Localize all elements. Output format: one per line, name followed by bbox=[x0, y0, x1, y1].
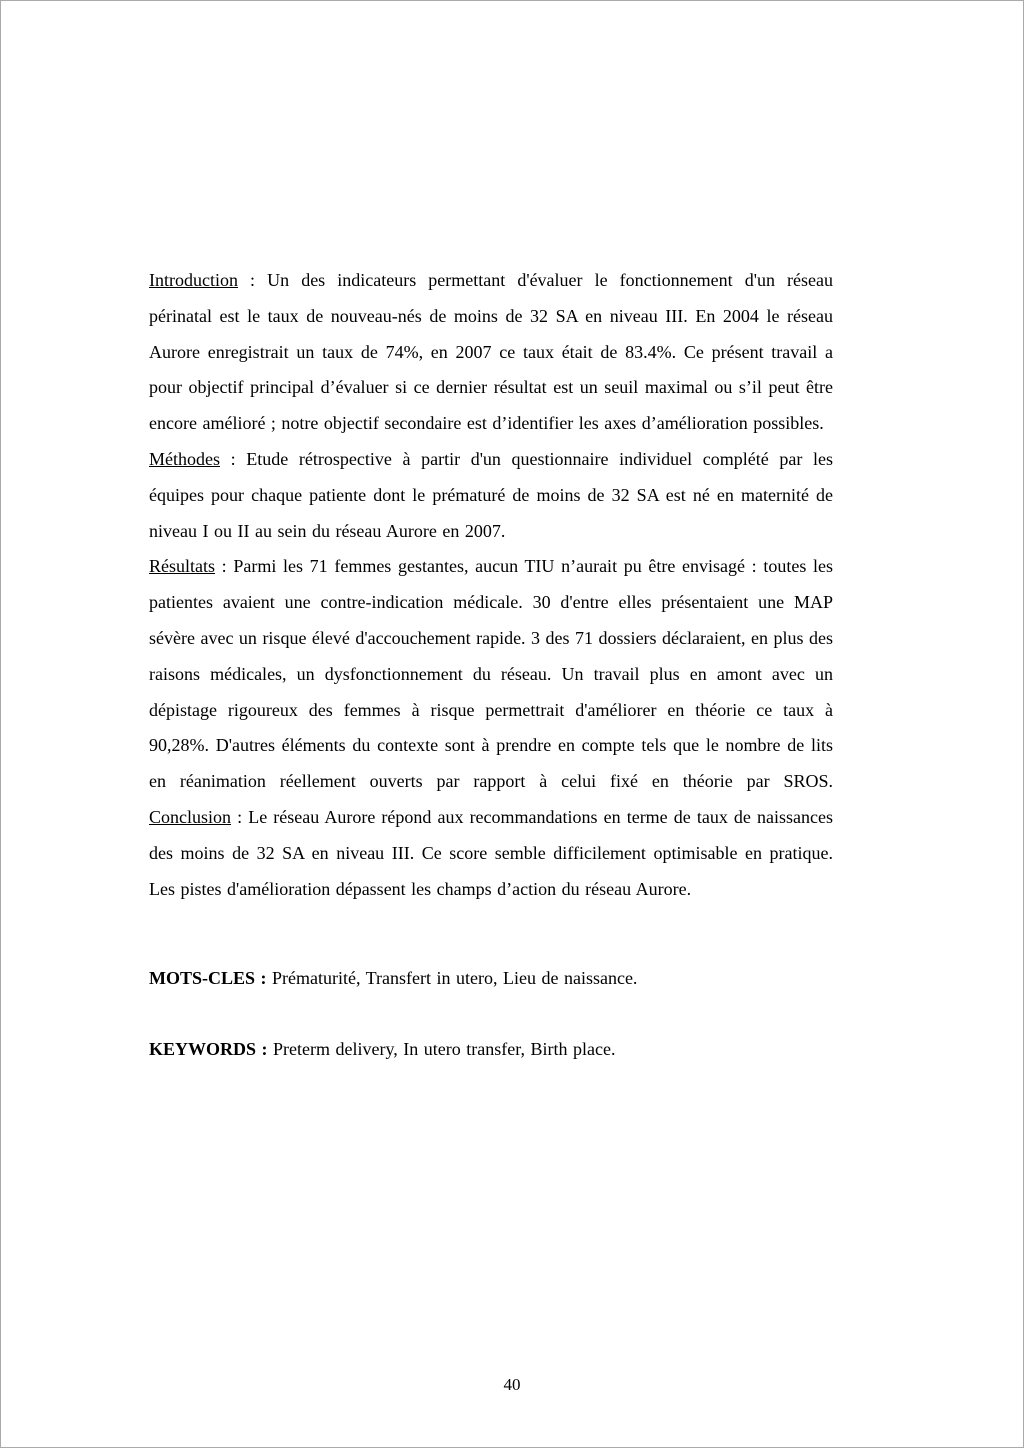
keywords-text: Preterm delivery, In utero transfer, Birth place. bbox=[273, 1039, 616, 1060]
keywords-line bbox=[149, 1032, 833, 1068]
section-methodes-text: Etude rétrospective à partir d'un questionnaire individuel complété par les équipes pour chaque patiente dont le prématuré de moins de 32 SA est né en maternité de niveau I ou II au sein du réseau Aurore en 2007. bbox=[149, 448, 833, 541]
section-introduction-separator: : bbox=[237, 270, 268, 290]
section-resultats bbox=[149, 549, 833, 800]
abstract-body bbox=[149, 263, 833, 1068]
page-number: 40 bbox=[503, 1375, 521, 1394]
section-conclusion-separator: : bbox=[231, 806, 249, 827]
section-resultats-text: Parmi les 71 femmes gestantes, aucun TIU n’aurait pu être envisagé : toutes les patientes avaient une contre-indication médicale. 30 d'entre elles présentaient une MAP sévère avec un risque élevé d'accouchement rapide. 3 des 71 dossiers déclaraient, en plus des raisons médicales, un dysfonctionnement du réseau. Un travail plus en amont avec un dépistage rigoureux des femmes à risque permettrait d'améliorer en théorie ce taux à 90,28%. D'autres éléments du contexte sont à prendre en compte tels que le nombre de lits en réanimation réellement ouverts par rapport à celui fixé en théorie par SROS. bbox=[149, 556, 833, 792]
mots-cles-line bbox=[149, 961, 833, 997]
section-conclusion bbox=[149, 800, 833, 907]
section-resultats-separator: : bbox=[215, 556, 234, 577]
section-introduction-label: Introduction bbox=[149, 270, 238, 290]
section-resultats-label: Résultats bbox=[149, 556, 215, 577]
mots-cles-text: Prématurité, Transfert in utero, Lieu de naissance. bbox=[272, 968, 638, 989]
section-conclusion-text: Le réseau Aurore répond aux recommandations en terme de taux de naissances des moins de 32 SA en niveau III. Ce score semble difficilement optimisable en pratique. Les pistes d'amélioration dépassent les champs d’action du réseau Aurore. bbox=[149, 806, 833, 899]
section-methodes-separator: : bbox=[220, 448, 247, 469]
section-methodes-label: Méthodes bbox=[149, 448, 220, 469]
section-introduction bbox=[149, 263, 833, 442]
section-conclusion-label: Conclusion bbox=[149, 806, 232, 827]
section-methodes bbox=[149, 442, 833, 549]
section-introduction-text: Un des indicateurs permettant d'évaluer le fonctionnement d'un réseau périnatal est le taux de nouveau-nés de moins de 32 SA en niveau III. En 2004 le réseau Aurore enregistrait un taux de 74%, en 2007 ce taux était de 83.4%. Ce présent travail a pour objectif principal d’évaluer si ce dernier résultat est un seuil maximal ou s’il peut être encore amélioré ; notre objectif secondaire est d’identifier les axes d’amélioration possibles. bbox=[149, 270, 833, 434]
keywords-label: KEYWORDS : bbox=[149, 1039, 268, 1060]
mots-cles-label: MOTS-CLES : bbox=[149, 968, 267, 989]
